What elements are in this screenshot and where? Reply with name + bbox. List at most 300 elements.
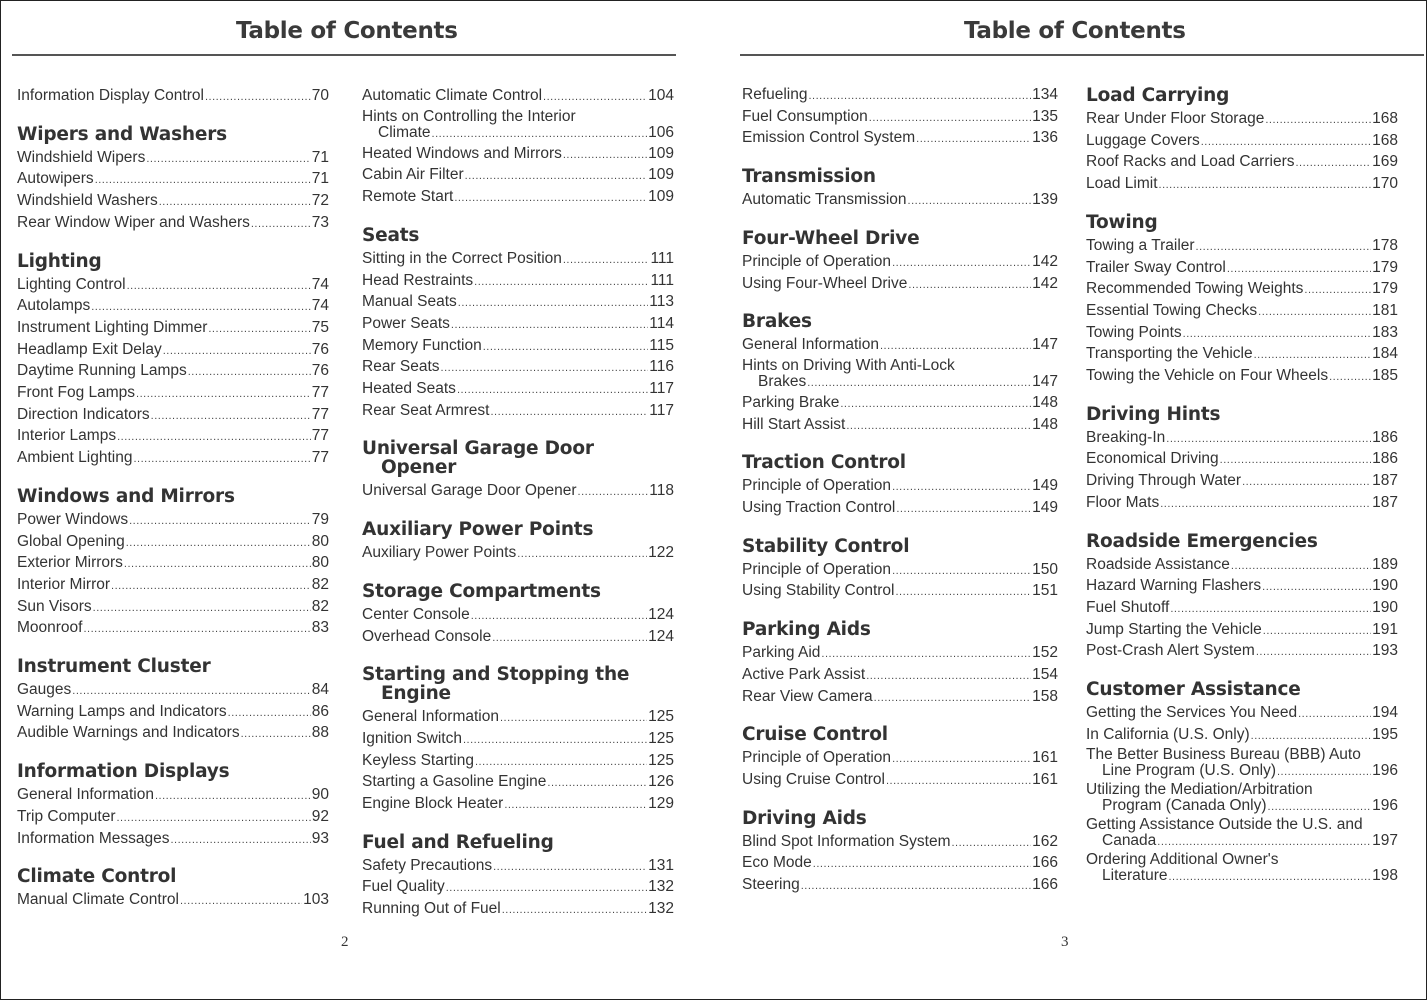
toc-section — [742, 312, 1058, 436]
dot-leader — [1268, 799, 1372, 815]
entry-page-number: 179 — [1372, 258, 1398, 276]
entry-page-number: 166 — [1032, 876, 1058, 894]
entry-page-number: 151 — [1032, 582, 1058, 600]
toc-entry[interactable] — [362, 772, 674, 794]
dot-leader — [155, 786, 311, 807]
toc-entry[interactable] — [1086, 131, 1398, 153]
toc-entry[interactable] — [1086, 301, 1398, 323]
section-title-continued: Opener — [381, 457, 457, 479]
dot-leader — [563, 250, 650, 271]
entry-title: Power Seats — [362, 314, 450, 332]
toc-column — [17, 86, 329, 929]
entry-page-number: 74 — [311, 297, 329, 315]
entry-page-number: 71 — [311, 148, 329, 166]
toc-entry[interactable] — [1086, 703, 1398, 725]
toc-entry[interactable] — [362, 605, 674, 627]
toc-entry[interactable] — [1086, 576, 1398, 598]
entry-title: Fuel Quality — [362, 878, 445, 896]
toc-entry[interactable] — [17, 785, 329, 807]
entry-page-number: 113 — [649, 293, 674, 311]
toc-entry[interactable] — [17, 807, 329, 829]
dot-leader — [896, 499, 1031, 520]
toc-entry[interactable] — [362, 165, 674, 187]
toc-entry[interactable] — [1086, 555, 1398, 577]
dot-leader — [1160, 494, 1371, 515]
entry-title: Running Out of Fuel — [362, 900, 501, 918]
dot-leader — [502, 900, 647, 921]
entry-title-continued: Climate — [378, 123, 431, 141]
dot-leader — [874, 688, 1031, 709]
dot-leader — [895, 582, 1031, 603]
toc-entry[interactable] — [742, 252, 1058, 274]
entry-page-number: 103 — [303, 891, 329, 909]
toc-entry[interactable] — [1086, 258, 1398, 280]
entry-title: Using Four-Wheel Drive — [742, 274, 908, 292]
section-title: Customer Assistance — [1086, 679, 1301, 701]
toc-entry[interactable] — [362, 357, 674, 379]
dot-leader — [500, 708, 647, 729]
toc-entry[interactable] — [1086, 598, 1398, 620]
entry-title: Jump Starting the Vehicle — [1086, 620, 1262, 638]
entry-page-number: 77 — [311, 405, 329, 423]
toc-entry[interactable] — [1086, 344, 1398, 366]
dot-leader — [1277, 764, 1371, 780]
dot-leader — [251, 214, 311, 235]
toc-entry[interactable] — [1086, 109, 1398, 131]
toc-entry[interactable] — [17, 275, 329, 297]
entry-page-number: 93 — [311, 829, 329, 847]
entry-page-number: 84 — [311, 681, 329, 699]
toc-entry[interactable] — [742, 853, 1058, 875]
dot-leader — [492, 628, 647, 649]
entry-title: Ignition Switch — [362, 729, 462, 747]
dot-leader — [821, 644, 1031, 665]
entry-page-number: 147 — [1032, 336, 1058, 354]
dot-leader — [543, 87, 647, 108]
section-title: Cruise Control — [742, 724, 888, 746]
toc-entry[interactable] — [17, 702, 329, 724]
toc-section — [17, 867, 329, 912]
entry-page-number: 135 — [1032, 107, 1058, 125]
section-title: Transmission — [742, 166, 876, 188]
toc-entry[interactable] — [1086, 152, 1398, 174]
entry-title: Emission Control System — [742, 129, 916, 147]
entry-page-number: 187 — [1372, 472, 1398, 490]
toc-section — [742, 537, 1058, 603]
toc-entry[interactable] — [742, 415, 1058, 437]
toc-section — [1086, 532, 1398, 664]
entry-page-number: 111 — [650, 271, 674, 289]
entry-page-number: 86 — [311, 702, 329, 720]
dot-leader — [475, 752, 647, 773]
toc-entry[interactable] — [362, 543, 674, 565]
entry-page-number: 80 — [311, 532, 329, 550]
entry-page-number: 118 — [649, 482, 674, 500]
toc-entry[interactable] — [362, 314, 674, 336]
entry-page-number: 190 — [1372, 598, 1398, 616]
dot-leader — [1263, 621, 1371, 642]
toc-entry[interactable] — [17, 510, 329, 532]
entry-title: Headlamp Exit Delay — [17, 340, 162, 358]
entry-title: The Better Business Bureau (BBB) Auto — [1086, 746, 1361, 764]
entry-page-number: 198 — [1372, 867, 1398, 885]
entry-title: Active Park Assist — [742, 665, 866, 683]
entry-title: General Information — [742, 336, 879, 354]
dot-leader — [457, 380, 648, 401]
dot-leader — [517, 544, 647, 565]
dot-leader — [205, 87, 311, 108]
entry-page-number: 178 — [1372, 236, 1398, 254]
dot-leader — [1159, 175, 1372, 196]
section-title: Traction Control — [742, 452, 906, 474]
dot-leader — [813, 854, 1031, 875]
entry-title: Trip Computer — [17, 807, 116, 825]
toc-section — [17, 487, 329, 640]
toc-entry[interactable] — [17, 723, 329, 745]
toc-entry[interactable] — [362, 336, 674, 358]
entry-page-number: 122 — [648, 544, 674, 562]
dot-leader — [228, 703, 311, 724]
toc-entry[interactable] — [362, 729, 674, 751]
dot-leader — [1201, 132, 1371, 153]
entry-title: General Information — [362, 708, 499, 726]
section-title: Storage Compartments — [362, 580, 601, 602]
toc-entry[interactable] — [742, 687, 1058, 709]
entry-title: Driving Through Water — [1086, 472, 1242, 490]
entry-page-number: 106 — [648, 123, 674, 141]
entry-title: Head Restraints — [362, 271, 474, 289]
toc-entry[interactable] — [1086, 817, 1398, 850]
toc-section — [742, 453, 1058, 519]
toc-entry[interactable] — [17, 829, 329, 851]
entry-title: Gauges — [17, 681, 72, 699]
entry-title: Parking Brake — [742, 393, 840, 411]
entry-page-number: 77 — [311, 427, 329, 445]
toc-entry[interactable] — [362, 86, 674, 108]
entry-page-number: 134 — [1032, 86, 1058, 103]
toc-entry[interactable] — [17, 680, 329, 702]
page-header: Table of Contents — [236, 18, 458, 44]
dot-leader — [1251, 726, 1371, 747]
toc-entry[interactable] — [362, 481, 674, 503]
entry-page-number: 109 — [648, 188, 674, 206]
toc-section — [742, 167, 1058, 212]
entry-page-number: 72 — [311, 192, 329, 210]
entry-title: Eco Mode — [742, 854, 812, 872]
toc-entry[interactable] — [742, 665, 1058, 687]
dot-leader — [180, 891, 302, 912]
toc-section — [742, 85, 1058, 150]
toc-entry[interactable] — [1086, 725, 1398, 747]
dot-leader — [846, 416, 1031, 437]
entry-title: Front Fog Lamps — [17, 384, 136, 402]
entry-title-continued: Literature — [1102, 867, 1168, 885]
dot-leader — [1157, 834, 1371, 850]
entry-page-number: 158 — [1032, 687, 1058, 705]
toc-entry[interactable] — [362, 401, 674, 423]
dot-leader — [1296, 153, 1372, 174]
dot-leader — [72, 681, 310, 702]
dot-leader — [83, 619, 310, 640]
entry-page-number: 179 — [1372, 280, 1398, 298]
dot-leader — [547, 773, 647, 794]
toc-entry[interactable] — [17, 383, 329, 405]
section-title: Brakes — [742, 311, 812, 333]
entry-title: Roadside Assistance — [1086, 555, 1230, 573]
dot-leader — [146, 149, 310, 170]
entry-page-number: 82 — [311, 597, 329, 615]
toc-entry[interactable] — [742, 128, 1058, 150]
toc-entry[interactable] — [362, 249, 674, 271]
entry-title: Getting the Services You Need — [1086, 704, 1298, 722]
entry-page-number: 190 — [1372, 577, 1398, 595]
entry-title: Economical Driving — [1086, 450, 1219, 468]
entry-title: Information Messages — [17, 829, 170, 847]
toc-entry[interactable] — [1086, 620, 1398, 642]
dot-leader — [491, 402, 649, 423]
header-rule — [12, 54, 676, 56]
toc-entry[interactable] — [742, 875, 1058, 897]
entry-page-number: 186 — [1372, 450, 1398, 468]
dot-leader — [136, 384, 311, 405]
page-right — [720, 0, 1427, 1000]
toc-entry[interactable] — [742, 476, 1058, 498]
toc-entry[interactable] — [742, 335, 1058, 357]
toc-entry[interactable] — [17, 532, 329, 554]
toc-entry[interactable] — [742, 190, 1058, 212]
entry-title: Transporting the Vehicle — [1086, 345, 1253, 363]
toc-entry[interactable] — [1086, 449, 1398, 471]
dot-leader — [95, 170, 311, 191]
entry-title: Cabin Air Filter — [362, 166, 464, 184]
entry-page-number: 116 — [649, 358, 674, 376]
toc-entry[interactable] — [362, 379, 674, 401]
entry-page-number: 125 — [648, 751, 674, 769]
section-title: Four-Wheel Drive — [742, 227, 920, 249]
page-number: 2 — [341, 934, 349, 950]
toc-section — [362, 582, 674, 648]
toc-entry[interactable] — [1086, 279, 1398, 301]
entry-title: Universal Garage Door Opener — [362, 482, 577, 500]
toc-entry[interactable] — [17, 340, 329, 362]
entry-page-number: 109 — [648, 166, 674, 184]
dot-leader — [454, 188, 647, 209]
entry-title: Instrument Lighting Dimmer — [17, 318, 208, 336]
dot-leader — [916, 129, 1031, 150]
toc-entry[interactable] — [17, 426, 329, 448]
section-title: Auxiliary Power Points — [362, 519, 594, 541]
dot-leader — [908, 191, 1032, 212]
entry-title: Windshield Wipers — [17, 148, 146, 166]
section-title: Roadside Emergencies — [1086, 530, 1318, 552]
dot-leader — [483, 337, 649, 358]
entry-title: Power Windows — [17, 510, 129, 528]
section-title: Universal Garage Door — [362, 438, 594, 460]
toc-entry[interactable] — [17, 597, 329, 619]
toc-entry[interactable] — [1086, 471, 1398, 493]
toc-entry[interactable] — [742, 274, 1058, 296]
entry-page-number: 197 — [1372, 832, 1398, 850]
entry-title: Interior Lamps — [17, 427, 117, 445]
dot-leader — [892, 477, 1031, 498]
section-title: Information Displays — [17, 761, 230, 783]
toc-entry[interactable] — [1086, 493, 1398, 515]
dot-leader — [1196, 237, 1372, 258]
entry-title: Getting Assistance Outside the U.S. and — [1086, 816, 1363, 834]
section-title: Starting and Stopping the — [362, 664, 630, 686]
toc-section — [362, 86, 674, 209]
entry-page-number: 148 — [1032, 415, 1058, 433]
toc-entry[interactable] — [742, 770, 1058, 792]
toc-entry[interactable] — [17, 318, 329, 340]
toc-entry[interactable] — [362, 707, 674, 729]
entry-title: Autowipers — [17, 170, 94, 188]
toc-entry[interactable] — [17, 618, 329, 640]
toc-entry[interactable] — [362, 899, 674, 921]
toc-entry[interactable] — [742, 832, 1058, 854]
toc-entry[interactable] — [17, 148, 329, 170]
entry-page-number: 125 — [648, 708, 674, 726]
entry-title: Ordering Additional Owner's — [1086, 851, 1279, 869]
dot-leader — [1262, 577, 1371, 598]
toc-entry[interactable] — [17, 296, 329, 318]
entry-title: Principle of Operation — [742, 560, 892, 578]
toc-entry[interactable] — [362, 187, 674, 209]
entry-title: Rear Seats — [362, 358, 440, 376]
toc-entry[interactable] — [17, 890, 329, 912]
toc-section — [362, 665, 674, 816]
entry-page-number: 76 — [311, 340, 329, 358]
entry-title: Heated Seats — [362, 380, 456, 398]
toc-entry[interactable] — [742, 643, 1058, 665]
entry-page-number: 149 — [1032, 499, 1058, 517]
toc-entry[interactable] — [742, 358, 1058, 391]
toc-entry[interactable] — [742, 498, 1058, 520]
dot-leader — [465, 166, 647, 187]
entry-page-number: 191 — [1372, 620, 1398, 638]
dot-leader — [1227, 259, 1371, 280]
toc-entry[interactable] — [1086, 747, 1398, 780]
entry-title: Towing the Vehicle on Four Wheels — [1086, 367, 1329, 385]
entry-title: Roof Racks and Load Carriers — [1086, 153, 1295, 171]
entry-page-number: 124 — [648, 627, 674, 645]
entry-continuation-line — [1086, 868, 1398, 885]
entry-page-number: 79 — [311, 510, 329, 528]
entry-title: Refueling — [742, 86, 808, 103]
entry-page-number: 73 — [311, 213, 329, 231]
entry-title: Center Console — [362, 605, 470, 623]
toc-entry[interactable] — [17, 553, 329, 575]
entry-page-number: 154 — [1032, 665, 1058, 683]
entry-page-number: 114 — [649, 314, 674, 332]
toc-entry[interactable] — [1086, 366, 1398, 388]
entry-page-number: 132 — [648, 878, 674, 896]
entry-page-number: 168 — [1372, 131, 1398, 149]
toc-entry[interactable] — [742, 581, 1058, 603]
toc-entry[interactable] — [362, 751, 674, 773]
toc-entry[interactable] — [1086, 236, 1398, 258]
toc-entry[interactable] — [742, 107, 1058, 129]
toc-entry[interactable] — [17, 405, 329, 427]
entry-page-number: 183 — [1372, 323, 1398, 341]
entry-page-number: 129 — [648, 795, 674, 813]
entry-continuation-line — [1086, 763, 1398, 780]
toc-entry[interactable] — [1086, 174, 1398, 196]
dot-leader — [432, 126, 648, 142]
toc-section — [362, 439, 674, 503]
section-title: Seats — [362, 224, 420, 246]
entry-page-number: 111 — [650, 249, 674, 267]
dot-leader — [892, 749, 1031, 770]
entry-page-number: 131 — [648, 856, 674, 874]
toc-entry[interactable] — [362, 856, 674, 878]
entry-title: Essential Towing Checks — [1086, 301, 1258, 319]
entry-title: Towing Points — [1086, 323, 1182, 341]
toc-entry[interactable] — [1086, 428, 1398, 450]
entry-title: Automatic Climate Control — [362, 87, 543, 104]
entry-page-number: 168 — [1372, 110, 1398, 127]
section-title: Fuel and Refueling — [362, 831, 554, 853]
toc-entry[interactable] — [742, 393, 1058, 415]
entry-page-number: 161 — [1032, 770, 1058, 788]
toc-entry[interactable] — [17, 448, 329, 470]
toc-entry[interactable] — [17, 191, 329, 213]
toc-entry[interactable] — [362, 627, 674, 649]
entry-page-number: 82 — [311, 575, 329, 593]
toc-entry[interactable] — [1086, 852, 1398, 885]
page-number: 3 — [1061, 934, 1069, 950]
section-title: Driving Aids — [742, 807, 867, 829]
entry-page-number: 166 — [1032, 854, 1058, 872]
toc-entry[interactable] — [1086, 782, 1398, 815]
entry-page-number: 77 — [311, 449, 329, 467]
toc-entry[interactable] — [362, 292, 674, 314]
toc-entry[interactable] — [362, 877, 674, 899]
entry-title: Engine Block Heater — [362, 795, 504, 813]
toc-entry[interactable] — [17, 575, 329, 597]
toc-entry[interactable] — [17, 169, 329, 191]
dot-leader — [892, 561, 1031, 582]
entry-title: In California (U.S. Only) — [1086, 725, 1250, 743]
toc-entry[interactable] — [362, 271, 674, 293]
entry-page-number: 83 — [311, 619, 329, 637]
toc-entry[interactable] — [17, 213, 329, 235]
toc-entry[interactable] — [362, 144, 674, 166]
toc-column — [362, 86, 674, 938]
toc-entry[interactable] — [742, 560, 1058, 582]
toc-entry[interactable] — [362, 109, 674, 142]
entry-title: Principle of Operation — [742, 252, 892, 270]
dot-leader — [463, 730, 647, 751]
toc-entry[interactable] — [1086, 323, 1398, 345]
entry-title: Memory Function — [362, 336, 482, 354]
dot-leader — [866, 666, 1031, 687]
toc-entry[interactable] — [742, 85, 1058, 107]
entry-title: Blind Spot Information System — [742, 832, 951, 850]
toc-entry[interactable] — [362, 794, 674, 816]
toc-section — [742, 809, 1058, 897]
toc-section — [17, 125, 329, 235]
toc-entry[interactable] — [17, 86, 329, 108]
toc-entry[interactable] — [742, 748, 1058, 770]
entry-page-number: 109 — [648, 144, 674, 162]
toc-entry[interactable] — [17, 361, 329, 383]
dot-leader — [809, 86, 1032, 107]
toc-entry[interactable] — [1086, 641, 1398, 663]
toc-section — [17, 762, 329, 850]
section-title: Windows and Mirrors — [17, 485, 235, 507]
dot-leader — [504, 795, 647, 816]
